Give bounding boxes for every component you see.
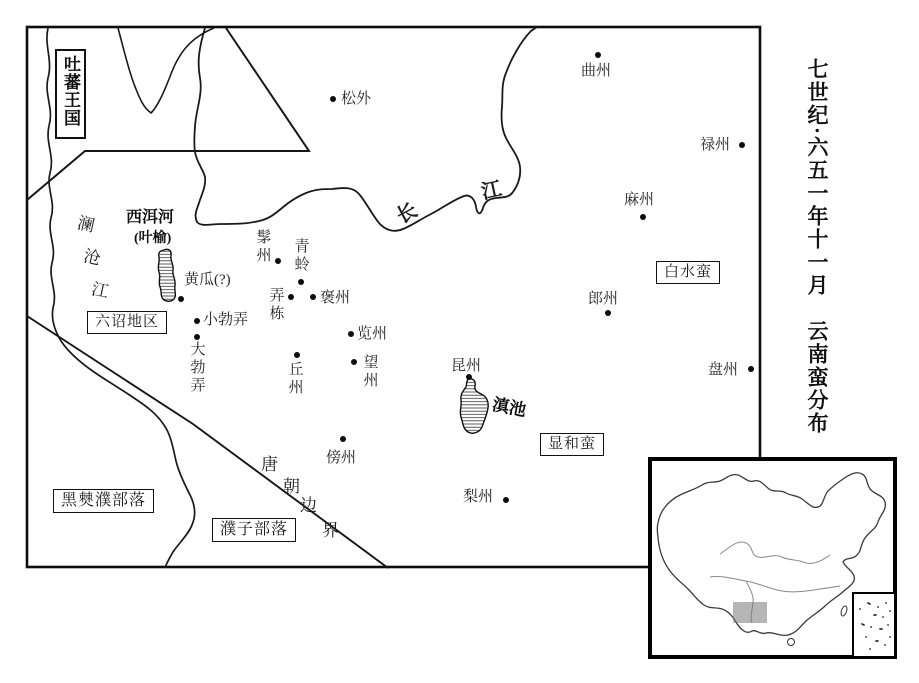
settlement-dot [748, 366, 754, 372]
settlement-dot [340, 436, 346, 442]
settlement-dot [310, 294, 316, 300]
settlement-label: 郎州 [588, 291, 619, 307]
settlement-label: 梨州 [463, 489, 494, 505]
tang-border-label-char: 唐 [261, 455, 278, 474]
settlement-label: 昆州 [451, 358, 482, 374]
settlement-label: 望州 [361, 354, 378, 390]
settlement-dot [275, 258, 281, 264]
region-box-puzi: 濮子部落 [212, 518, 296, 542]
dianchi-lake [460, 379, 488, 433]
erhai-alt-label: (叶榆) [134, 231, 172, 246]
lancang-river-label-char: 沧 [81, 246, 103, 269]
settlement-dot [288, 294, 294, 300]
region-box-liuzhao: 六诏地区 [87, 311, 167, 334]
tang-border-label-char: 界 [322, 521, 339, 540]
settlement-label: 青蛉 [292, 238, 309, 274]
region-box-heipu: 黑僰濮部落 [53, 489, 154, 513]
yangtze-label-char: 长 [393, 199, 422, 229]
erhai-lake [158, 249, 175, 301]
settlement-label: 褒州 [320, 290, 351, 306]
settlement-dot [178, 296, 184, 302]
settlement-dot [605, 310, 611, 316]
region-box-tubo: 吐蕃王国 [55, 49, 86, 139]
settlement-dot [194, 318, 200, 324]
region-box-xianhe: 显和蛮 [540, 433, 604, 456]
settlement-label: 盘州 [708, 362, 739, 378]
settlement-label: 黄瓜(?) [184, 272, 231, 288]
settlement-dot [739, 142, 745, 148]
settlement-label: 麻州 [624, 192, 655, 208]
inset-map [650, 459, 895, 657]
lancang-river-label-char: 澜 [75, 213, 97, 236]
settlement-label: 曲州 [581, 63, 612, 79]
settlement-label: 丘州 [286, 361, 303, 397]
settlement-label: 览州 [357, 326, 388, 342]
tang-border-label-char: 边 [300, 496, 317, 515]
dianchi-label: 滇池 [490, 394, 528, 421]
settlement-label: 大勃弄 [188, 341, 205, 395]
settlement-label: 松外 [341, 91, 372, 107]
settlement-label: 傍州 [326, 450, 357, 466]
settlement-dot [298, 279, 304, 285]
yangtze-label-char: 江 [479, 178, 504, 204]
settlement-label: 禄州 [700, 137, 731, 153]
settlement-dot [294, 352, 300, 358]
tang-border-label-char: 朝 [283, 477, 300, 496]
settlement-dot [330, 96, 336, 102]
figure-title: 七世纪·六五一年十一月 云南蛮分布 [805, 58, 829, 436]
region-box-baishui: 白水蛮 [656, 261, 720, 284]
lancang-river-label-char: 江 [89, 279, 111, 302]
yunnan-highlight [733, 602, 767, 623]
settlement-dot [466, 374, 472, 380]
settlement-label: 髳州 [254, 229, 271, 265]
settlement-label: 小勃弄 [203, 312, 249, 328]
settlement-dot [503, 497, 509, 503]
settlement-dot [194, 334, 200, 340]
settlement-label: 弄栋 [267, 287, 284, 323]
erhai-label: 西洱河 [126, 209, 175, 226]
settlement-dot [595, 52, 601, 58]
settlement-dot [640, 214, 646, 220]
settlement-dot [348, 331, 354, 337]
settlement-dot [351, 359, 357, 365]
